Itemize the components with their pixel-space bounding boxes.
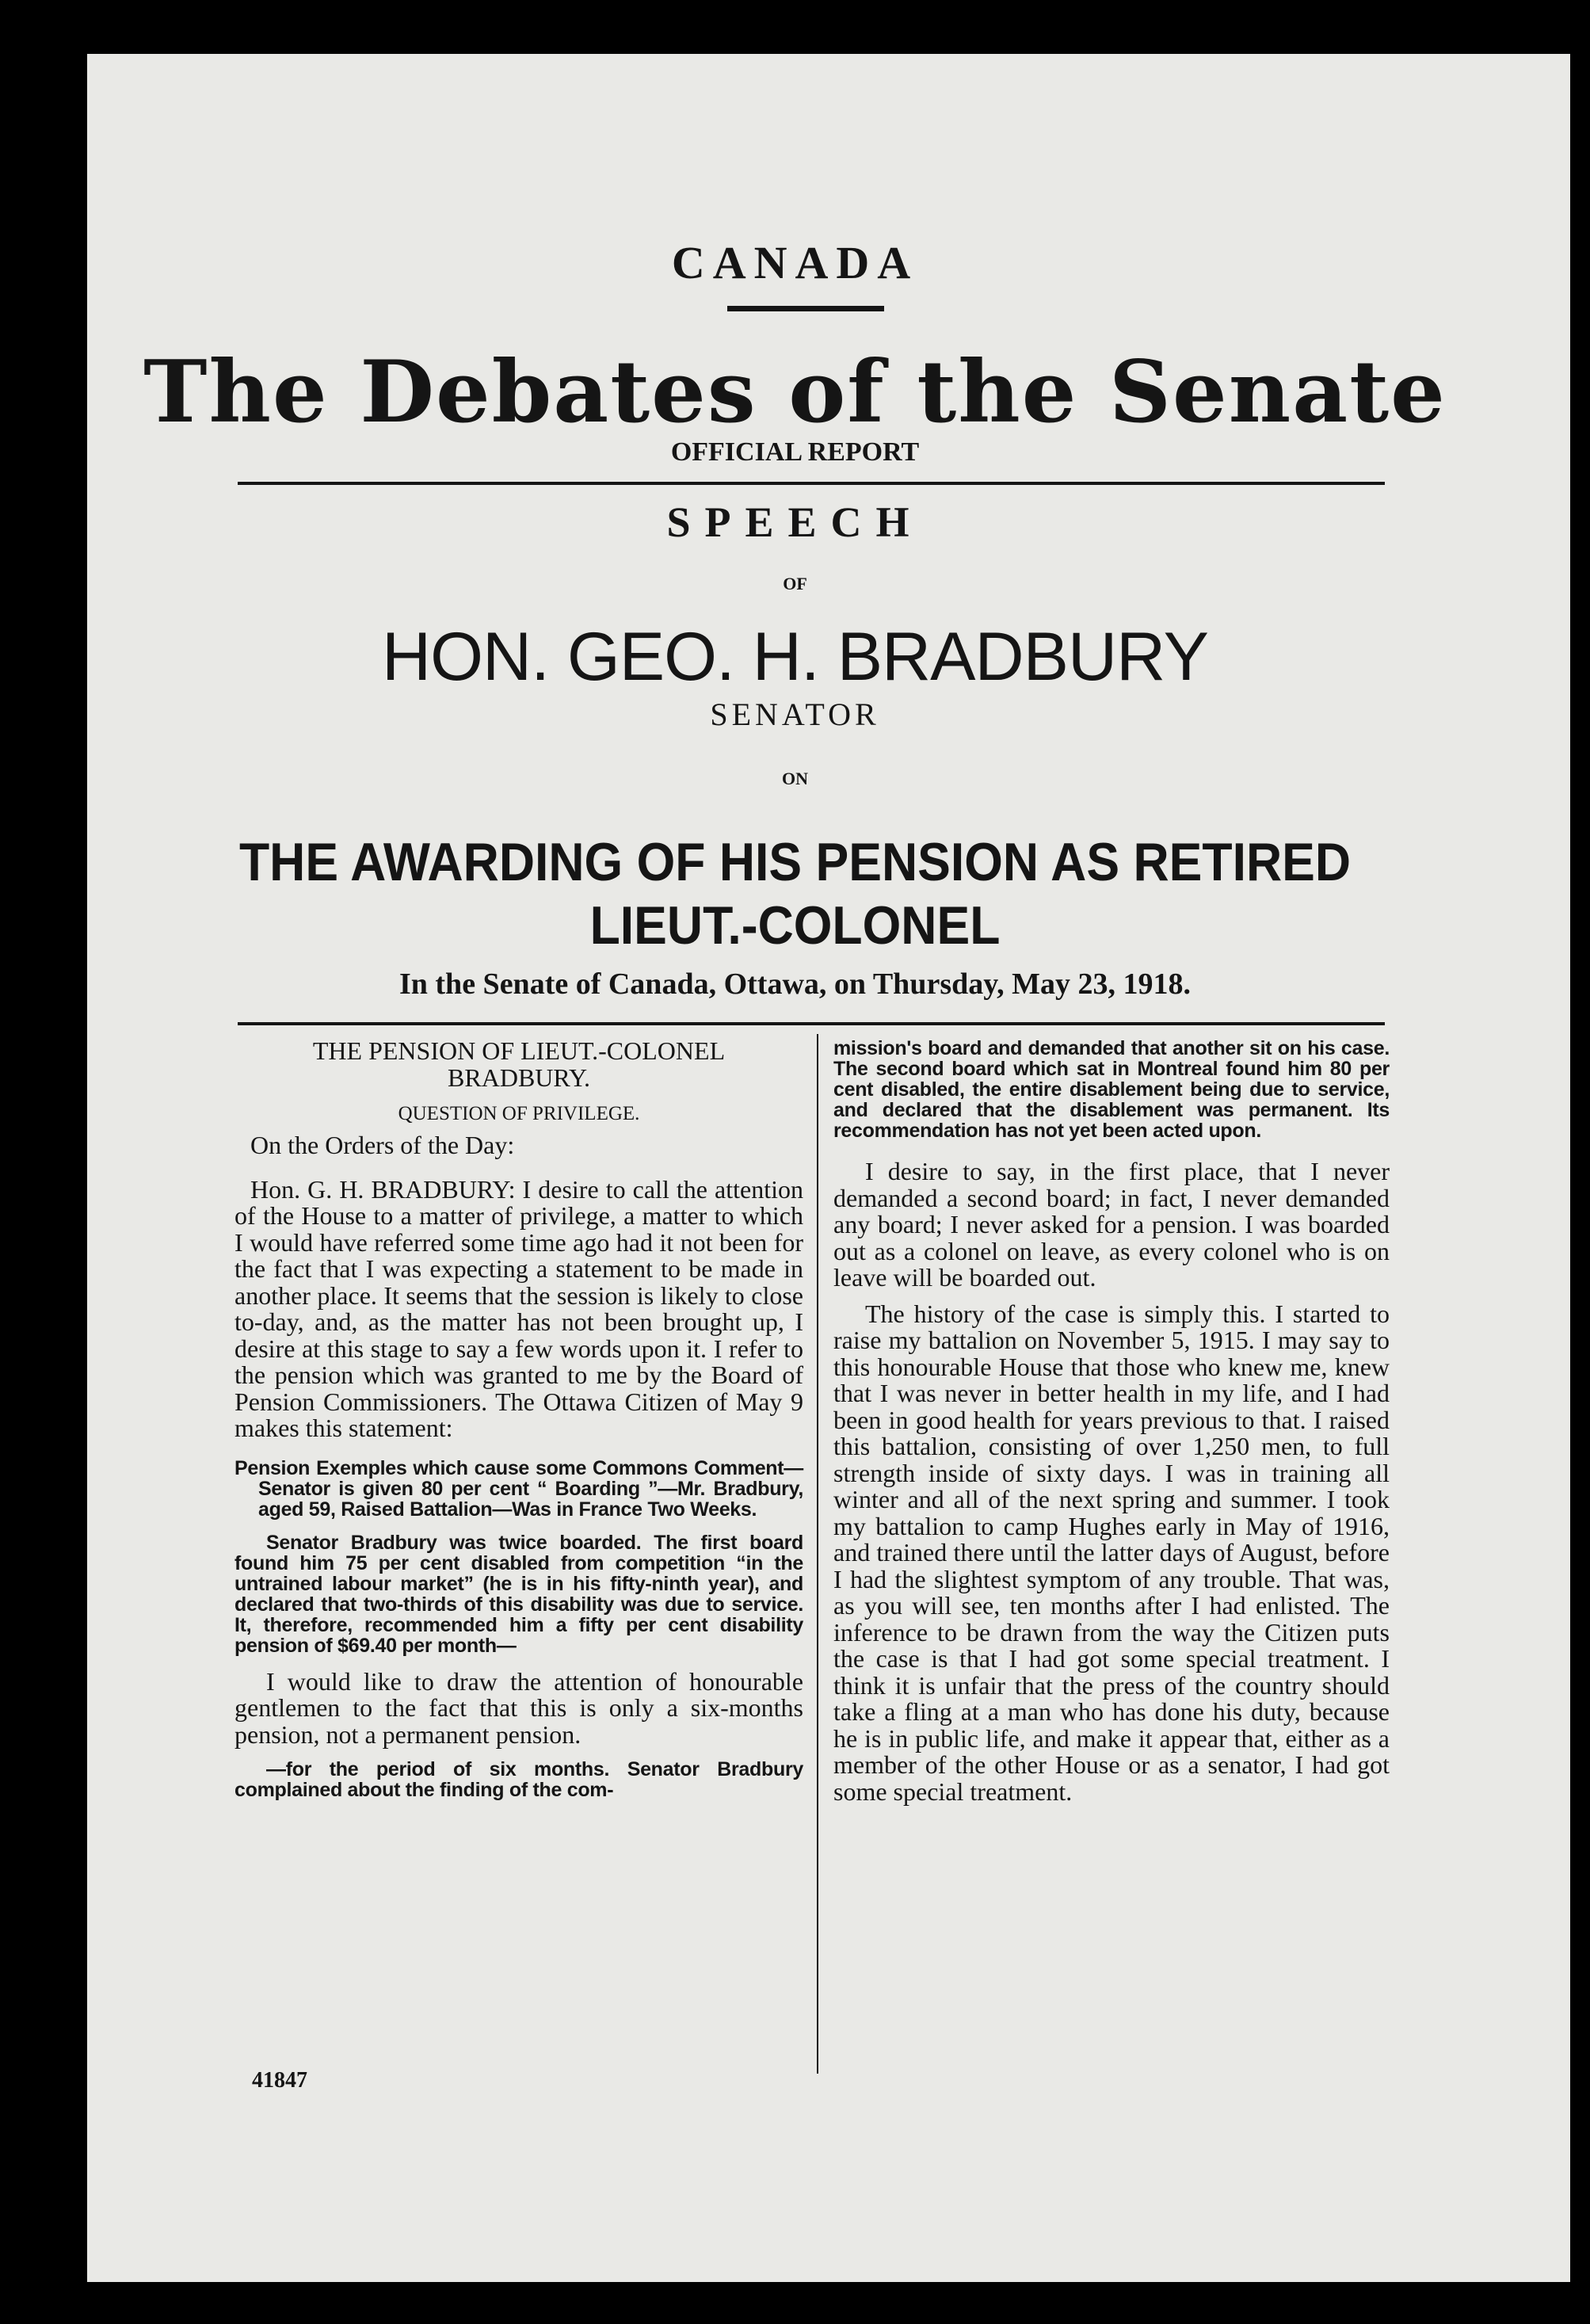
quoted-article: Senator Bradbury was twice boarded. The first board found him 75 per cent disabled from competition “in the untrained labour market” (he is in his fifty-ninth year), and declared that two-thirds of this disability was due to service. It, therefore, recommended him a fifty per cent disability pension of $69.40 per month— xyxy=(234,1531,803,1657)
quoted-article-continued: —for the period of six months. Senator Bradbury complained about the finding of the com- xyxy=(234,1758,803,1801)
speech-paragraph: I would like to draw the attention of honourable gentlemen to the fact that this is only a six-months pension, not a permanent pension. xyxy=(234,1666,803,1749)
speech-paragraph: The history of the case is simply this. I started to raise my battalion on November 5, 1915. I may say to this honourable House that those who knew me, knew that I was never in better health in my life, and I had been in good health for years previous to that. I raised this battalion, consisting of over 1,250 men, to full strength inside of sixty days. I was in training all winter and all of the next spring and summer. I took my battalion to camp Hughes early in May of 1916, and trained there until the latter days of August, before I had the slightest symptom of any trouble. That was, as you will see, ten months after I had enlisted. The inference to be drawn from the way the Citizen puts the case is that I had got some special treatment. I think it is unfair that the press of the country should take a fling at a man who has done his duty, because he is in public life, and make it appear that, either as a member of the other House or as a senator, I had got some special treatment. xyxy=(833,1299,1390,1806)
speech-title-line-2: LIEUT.-COLONEL xyxy=(589,895,1001,956)
venue-dateline: In the Senate of Canada, Ottawa, on Thursday, May 23, 1918. xyxy=(398,967,1192,1001)
speaker-name: HON. GEO. H. BRADBURY xyxy=(381,619,1209,695)
quoted-article-continued: mission's board and demanded that another sit on his case. The second board which sat in Montreal found him 80 per cent disabled, the entire disablement being due to service, and declared that the disablement was permanent. Its recommendation has not yet been acted upon. xyxy=(833,1037,1390,1142)
speech-label: SPEECH xyxy=(666,498,924,546)
columns-top-rule xyxy=(238,1022,1385,1025)
country-heading: CANADA xyxy=(671,237,919,288)
quoted-headline: Pension Exemples which cause some Commons Comment—Senator is given 80 per cent “ Boarding ”—Mr. Bradbury, aged 59, Raised Battalion—Was in France Two Weeks. xyxy=(234,1456,803,1521)
document-number: 41847 xyxy=(252,2068,307,2093)
on-label: ON xyxy=(782,769,808,788)
section-subheading: QUESTION OF PRIVILEGE. xyxy=(398,1103,640,1124)
speech-title-line-1: THE AWARDING OF HIS PENSION AS RETIRED xyxy=(238,832,1352,892)
official-report-label: OFFICIAL REPORT xyxy=(670,437,920,467)
orders-of-day: On the Orders of the Day: xyxy=(250,1131,515,1159)
speech-paragraph: I desire to say, in the first place, that I never demanded a second board; in fact, I never demanded any board; I never asked for a pension. I was boarded out as a colonel on leave, as every colonel who is on leave will be boarded out. xyxy=(833,1157,1390,1292)
left-column xyxy=(234,1038,803,1800)
short-rule xyxy=(727,306,884,311)
of-label: OF xyxy=(783,574,807,593)
speaker-role: SENATOR xyxy=(710,696,880,732)
masthead-title: The Debates of the Senate xyxy=(143,342,1447,442)
speech-title xyxy=(63,830,1526,957)
speech-paragraph: Hon. G. H. BRADBURY: I desire to call the attention of the House to a matter of privilege, a matter to which I would have referred some time ago had it not been for the fact that I was expecting a statement to be made in another place. It seems that the session is likely to close to-day, and, as the matter has not been brought up, I desire at this stage to say a few words upon it. I refer to the pension which was granted to me by the Board of Pension Commissioners. The Ottawa Citizen of May 9 makes this statement: xyxy=(234,1174,803,1442)
section-heading: THE PENSION OF LIEUT.-COLONEL BRADBURY. xyxy=(312,1036,726,1092)
header-rule xyxy=(238,482,1385,485)
column-divider xyxy=(817,1034,818,2074)
right-column xyxy=(833,1038,1390,1805)
